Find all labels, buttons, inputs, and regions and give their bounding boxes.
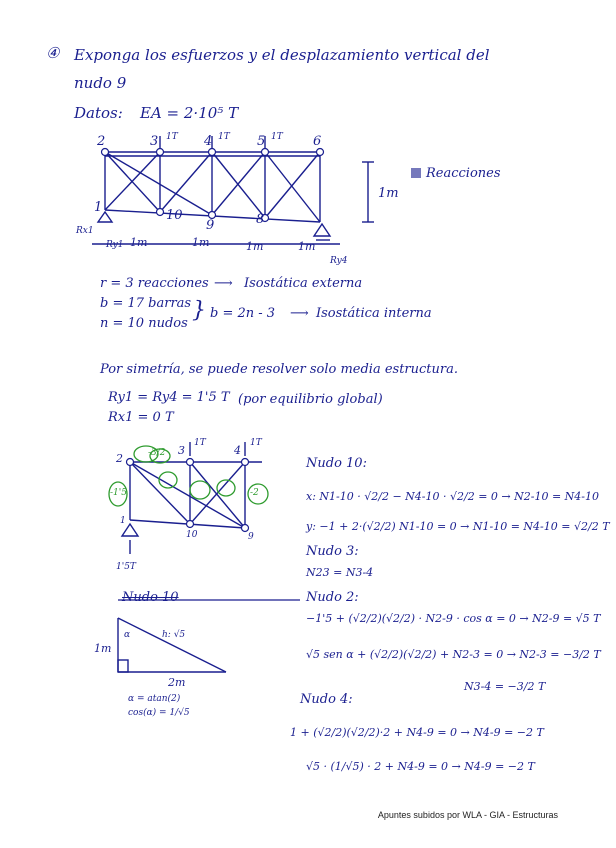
tri-base: 2m xyxy=(168,676,186,689)
eq-ry: Ry1 = Ry4 = 1'5 T xyxy=(108,390,230,405)
footer-credit: Apuntes subidos por WLA - GIA - Estructuras xyxy=(377,810,558,820)
class-b: b = 17 barras xyxy=(100,296,192,311)
node-9-label: 9 xyxy=(206,218,215,233)
nudo2-eq3: N3-4 = −3/2 T xyxy=(464,680,546,693)
class-r-result: Isostática externa xyxy=(244,276,363,291)
data-label: Datos: xyxy=(74,104,123,122)
class-r: r = 3 reacciones xyxy=(100,276,209,291)
half-node-10: 10 xyxy=(186,530,198,540)
span-2: 1m xyxy=(192,236,210,249)
nudo10-y: y: −1 + 2·(√2/2) N1-10 = 0 → N1-10 = N4-10 = √2/2 T xyxy=(306,520,610,533)
half-reaction: 1'5T xyxy=(116,562,136,572)
half-load-4: 1T xyxy=(250,438,262,448)
node-1-label: 1 xyxy=(94,200,103,215)
half-node-1: 1 xyxy=(120,516,126,526)
span-3: 1m xyxy=(246,240,264,253)
ea-value: EA = 2·10⁵ T xyxy=(140,104,239,122)
nudo10-x: x: N1-10 · √2/2 − N4-10 · √2/2 = 0 → N2-10 = N4-10 xyxy=(306,490,599,503)
half-node-4: 4 xyxy=(234,444,241,457)
nudo3-title: Nudo 3: xyxy=(306,544,359,559)
tri-height: 1m xyxy=(94,642,112,655)
tri-hyp: h: √5 xyxy=(162,630,186,640)
node-4-label: 4 xyxy=(204,134,213,149)
class-rule-result: Isostática interna xyxy=(316,306,432,321)
load-3: 1T xyxy=(166,132,178,142)
node-8-label: 8 xyxy=(256,212,265,227)
nudo2-eq1: −1'5 + (√2/2)(√2/2) · N2-9 · cos α = 0 → N2-9 = √5 T xyxy=(306,612,601,625)
statement-line-2: nudo 9 xyxy=(74,74,127,92)
nudo4-eq2: √5 · (1/√5) · 2 + N4-9 = 0 → N4-9 = −2 T xyxy=(306,760,535,773)
nudo10-title: Nudo 10: xyxy=(306,456,367,471)
class-n: n = 10 nudos xyxy=(100,316,188,331)
node-3-label: 3 xyxy=(150,134,159,149)
half-node-3: 3 xyxy=(178,444,185,457)
symmetry-note: Por simetría, se puede resolver solo media estructura. xyxy=(100,362,458,377)
problem-number: ④ xyxy=(46,44,60,62)
brace: } xyxy=(192,298,206,323)
span-4: 1m xyxy=(298,240,316,253)
node-6-label: 6 xyxy=(313,134,322,149)
eq-ry-note: (por equilibrio global) xyxy=(238,392,383,407)
half-load-3: 1T xyxy=(194,438,206,448)
force-4-9: -2 xyxy=(250,488,259,498)
load-5: 1T xyxy=(271,132,283,142)
tri-alpha: α = atan(2) xyxy=(128,694,181,704)
nudo4-eq1: 1 + (√2/2)(√2/2)·2 + N4-9 = 0 → N4-9 = −2 T xyxy=(290,726,544,739)
height-label: 1m xyxy=(378,186,399,201)
tri-cos: cos(α) = 1/√5 xyxy=(128,708,190,718)
nudo3-eq: N23 = N3-4 xyxy=(306,566,374,579)
load-4: 1T xyxy=(218,132,230,142)
reaction-ry4: Ry4 xyxy=(330,256,348,266)
node-10-label: 10 xyxy=(166,208,183,223)
half-node-2: 2 xyxy=(116,452,123,465)
half-node-9: 9 xyxy=(248,532,254,542)
node-5-label: 5 xyxy=(257,134,266,149)
span-1: 1m xyxy=(130,236,148,249)
crossed-note: Nudo 10 xyxy=(122,590,179,605)
reaction-ry1: Ry1 xyxy=(106,240,124,250)
nudo4-title: Nudo 4: xyxy=(300,692,353,707)
arrow-1: ⟶ xyxy=(214,276,233,291)
reaction-rx1: Rx1 xyxy=(76,226,94,236)
statement-line-1: Exponga los esfuerzos y el desplazamiento vertical del xyxy=(74,46,490,64)
force-1-2: -1'5 xyxy=(110,488,127,498)
class-rule: b = 2n - 3 xyxy=(210,306,276,321)
nudo2-eq2: √5 sen α + (√2/2)(√2/2) + N2-3 = 0 → N2-3 = −3/2 T xyxy=(306,648,601,661)
arrow-2: ⟶ xyxy=(290,306,309,321)
node-2-label: 2 xyxy=(97,134,106,149)
nudo2-title: Nudo 2: xyxy=(306,590,359,605)
tri-angle: α xyxy=(124,630,131,640)
reactions-box: Reacciones xyxy=(426,166,501,181)
eq-rx: Rx1 = 0 T xyxy=(108,410,174,425)
force-2-3: -3/2 xyxy=(148,448,166,458)
